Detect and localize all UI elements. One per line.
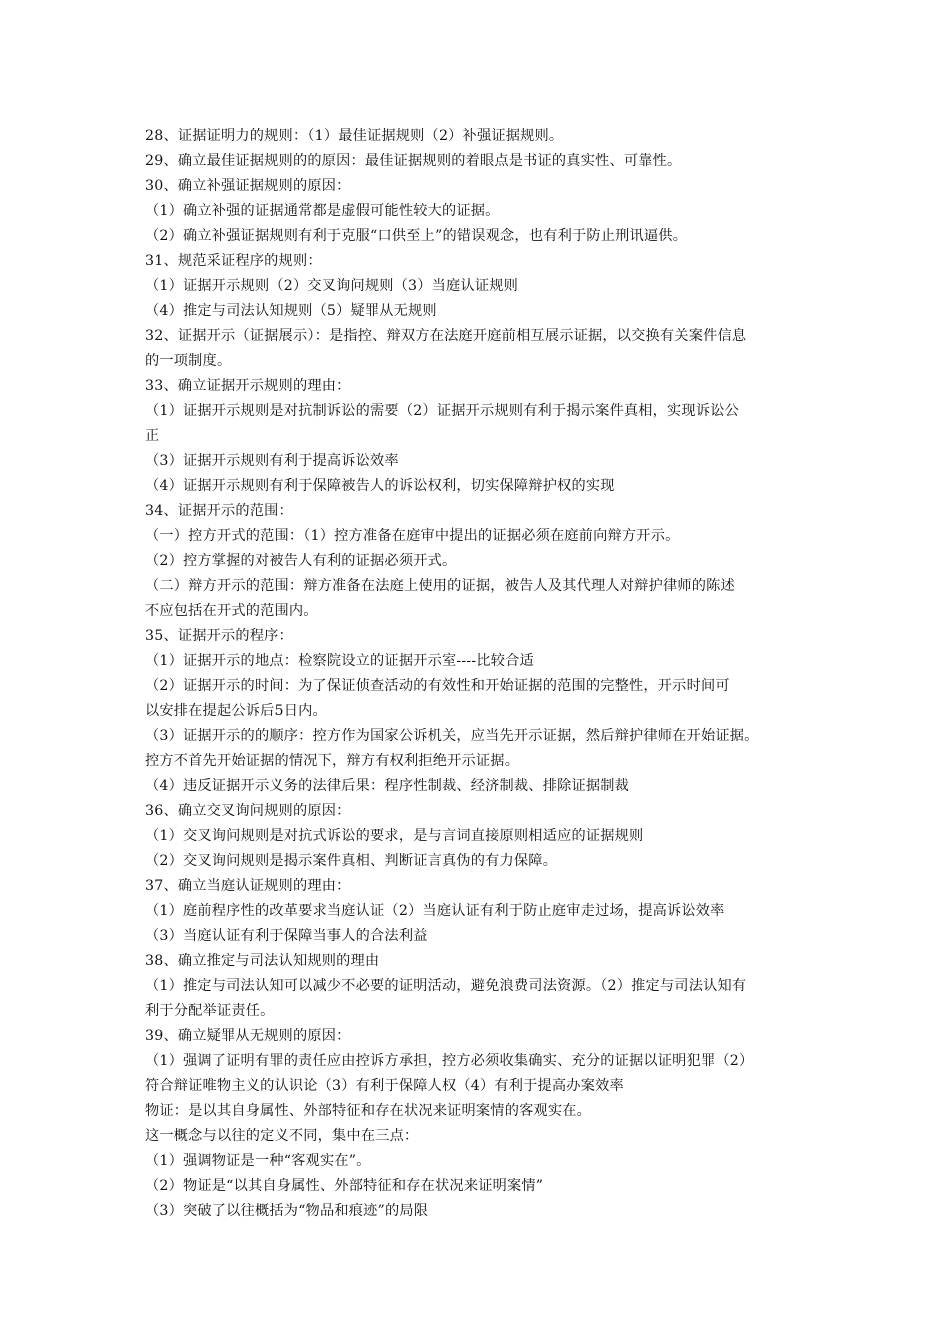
text-line: 利于分配举证责任。 — [145, 1003, 275, 1019]
text-line: （1）证据开示规则（2）交叉询问规则（3）当庭认证规则 — [145, 278, 518, 294]
text-line: （2）证据开示的时间：为了保证侦查活动的有效性和开始证据的范围的完整性，开示时间可 — [145, 678, 730, 694]
text-line: （1）强调了证明有罪的责任应由控诉方承担，控方必须收集确实、充分的证据以证明犯罪（2） — [145, 1053, 754, 1069]
text-line: 36、确立交叉询问规则的原因： — [145, 803, 351, 819]
text-line: 的一项制度。 — [145, 353, 232, 369]
text-line: 30、确立补强证据规则的原因： — [145, 178, 351, 194]
text-line: 32、证据开示（证据展示）：是指控、辩双方在法庭开庭前相互展示证据，以交换有关案件信息 — [145, 328, 747, 344]
text-line: 这一概念与以往的定义不同，集中在三点： — [145, 1128, 419, 1144]
text-line: （3）当庭认证有利于保障当事人的合法利益 — [145, 928, 428, 944]
text-line: （1）证据开示的地点：检察院设立的证据开示室----比较合适 — [145, 653, 534, 669]
text-line: 39、确立疑罪从无规则的原因： — [145, 1028, 351, 1044]
text-line: （4）证据开示规则有利于保障被告人的诉讼权利，切实保障辩护权的实现 — [145, 478, 615, 494]
text-line: （1）强调物证是一种“客观实在”。 — [145, 1153, 371, 1169]
text-line: （一）控方开式的范围：（1）控方准备在庭审中提出的证据必须在庭前向辩方开示。 — [145, 528, 680, 544]
text-line: （3）突破了以往概括为“物品和痕迹”的局限 — [145, 1203, 429, 1219]
text-line: 37、确立当庭认证规则的理由： — [145, 878, 351, 894]
text-line: （1）交叉询问规则是对抗式诉讼的要求，是与言词直接原则相适应的证据规则 — [145, 828, 644, 844]
text-line: 控方不首先开始证据的情况下，辩方有权利拒绝开示证据。 — [145, 753, 520, 769]
text-line: 正 — [145, 428, 160, 444]
text-line: 29、确立最佳证据规则的的原因：最佳证据规则的着眼点是书证的真实性、可靠性。 — [145, 153, 682, 169]
text-line: 35、证据开示的程序： — [145, 628, 293, 644]
text-line: 28、证据证明力的规则：（1）最佳证据规则（2）补强证据规则。 — [145, 128, 564, 144]
text-line: 31、规范采证程序的规则： — [145, 253, 322, 269]
text-line: 33、确立证据开示规则的理由： — [145, 378, 351, 394]
text-line: 34、证据开示的范围： — [145, 503, 293, 519]
text-line: （2）交叉询问规则是揭示案件真相、判断证言真伪的有力保障。 — [145, 853, 558, 869]
text-line: （3）证据开示规则有利于提高诉讼效率 — [145, 453, 399, 469]
text-line: 38、确立推定与司法认知规则的理由 — [145, 953, 380, 969]
text-line: （1）推定与司法认知可以减少不必要的证明活动，避免浪费司法资源。（2）推定与司法认知有 — [145, 978, 747, 994]
text-line: 符合辩证唯物主义的认识论（3）有利于保障人权（4）有利于提高办案效率 — [145, 1078, 624, 1094]
document-page — [145, 124, 815, 1224]
text-line: （1）庭前程序性的改革要求当庭认证（2）当庭认证有利于防止庭审走过场，提高诉讼效率 — [145, 903, 725, 919]
text-line: 物证：是以其自身属性、外部特征和存在状况来证明案情的客观实在。 — [145, 1103, 592, 1119]
text-line: （2）确立补强证据规则有利于克服“口供至上”的错误观念，也有利于防止刑讯逼供。 — [145, 228, 688, 244]
text-line: （2）控方掌握的对被告人有利的证据必须开式。 — [145, 553, 457, 569]
text-line: （4）推定与司法认知规则（5）疑罪从无规则 — [145, 303, 437, 319]
text-line: 以安排在提起公诉后5日内。 — [145, 703, 327, 719]
text-line: （4）违反证据开示义务的法律后果：程序性制裁、经济制裁、排除证据制裁 — [145, 778, 630, 794]
text-line: （1）确立补强的证据通常都是虚假可能性较大的证据。 — [145, 203, 500, 219]
text-line: 不应包括在开式的范围内。 — [145, 603, 318, 619]
text-line: （二）辩方开示的范围：辩方准备在法庭上使用的证据，被告人及其代理人对辩护律师的陈述 — [145, 578, 735, 594]
text-line: （1）证据开示规则是对抗制诉讼的需要（2）证据开示规则有利于揭示案件真相，实现诉讼公 — [145, 403, 739, 419]
text-line: （2）物证是“以其自身属性、外部特征和存在状况来证明案情” — [145, 1178, 544, 1194]
text-line: （3）证据开示的的顺序：控方作为国家公诉机关，应当先开示证据，然后辩护律师在开始证据。 — [145, 728, 759, 744]
